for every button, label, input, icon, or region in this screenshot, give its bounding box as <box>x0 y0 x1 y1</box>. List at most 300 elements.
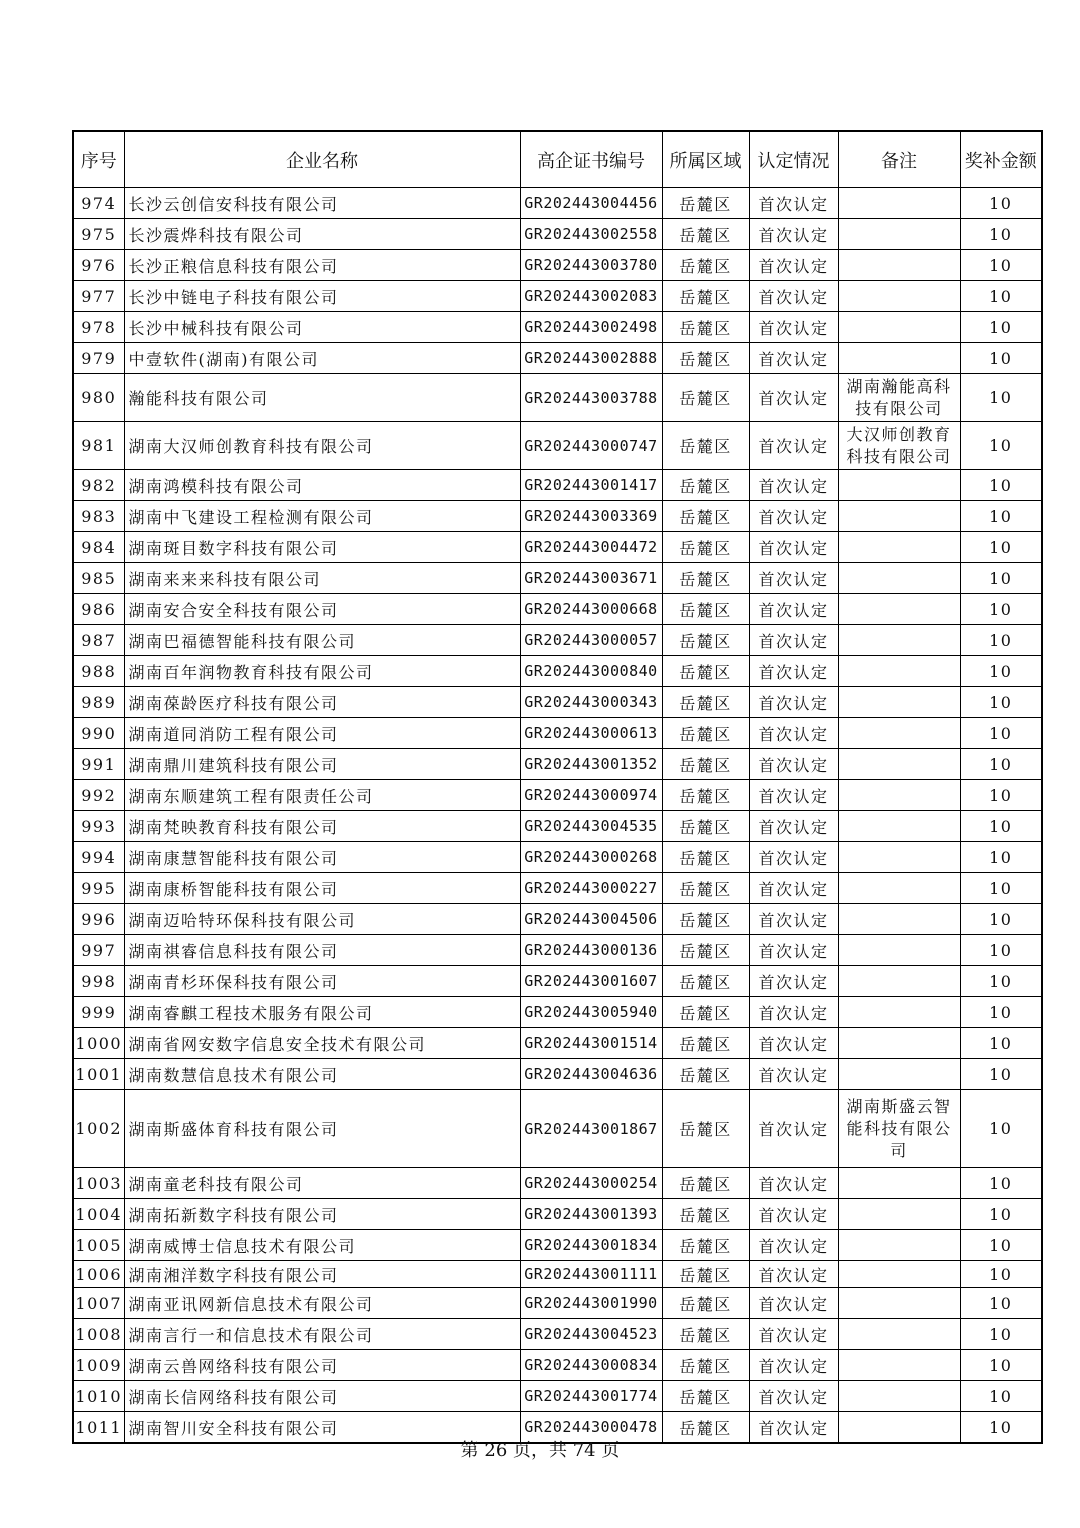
table-row <box>73 250 1042 281</box>
row-seq: 984 <box>73 532 124 563</box>
table-row <box>73 594 1042 625</box>
row-seq: 1007 <box>73 1288 124 1319</box>
row-status: 首次认定 <box>749 250 838 281</box>
row-status: 首次认定 <box>749 656 838 687</box>
table-row <box>73 842 1042 873</box>
row-certificate-no: GR202443001834 <box>520 1230 662 1261</box>
row-certificate-no: GR202443001867 <box>520 1090 662 1168</box>
row-note <box>838 687 960 718</box>
row-note <box>838 1261 960 1288</box>
table-row <box>73 532 1042 563</box>
row-company-name: 湖南康慧智能科技有限公司 <box>124 842 520 873</box>
row-status: 首次认定 <box>749 501 838 532</box>
row-amount: 10 <box>960 687 1042 718</box>
row-seq: 980 <box>73 374 124 422</box>
row-certificate-no: GR202443000974 <box>520 780 662 811</box>
row-note <box>838 1168 960 1199</box>
table-row <box>73 470 1042 501</box>
row-note <box>838 188 960 219</box>
row-seq: 978 <box>73 312 124 343</box>
row-status: 首次认定 <box>749 188 838 219</box>
row-amount: 10 <box>960 501 1042 532</box>
row-amount: 10 <box>960 1288 1042 1319</box>
row-seq: 976 <box>73 250 124 281</box>
row-amount: 10 <box>960 811 1042 842</box>
table-row <box>73 1168 1042 1199</box>
row-company-name: 湖南迈哈特环保科技有限公司 <box>124 904 520 935</box>
row-region: 岳麓区 <box>662 1090 749 1168</box>
row-certificate-no: GR202443004506 <box>520 904 662 935</box>
row-seq: 1003 <box>73 1168 124 1199</box>
row-note <box>838 656 960 687</box>
row-seq: 985 <box>73 563 124 594</box>
row-seq: 1001 <box>73 1059 124 1090</box>
row-company-name: 湖南亚讯网新信息技术有限公司 <box>124 1288 520 1319</box>
row-seq: 981 <box>73 422 124 470</box>
row-note <box>838 1288 960 1319</box>
row-amount: 10 <box>960 1059 1042 1090</box>
row-amount: 10 <box>960 625 1042 656</box>
header-row <box>73 131 1042 188</box>
row-amount: 10 <box>960 842 1042 873</box>
row-seq: 1011 <box>73 1412 124 1444</box>
header-note: 备注 <box>838 131 960 188</box>
table-row <box>73 563 1042 594</box>
table-row <box>73 656 1042 687</box>
table-row <box>73 1028 1042 1059</box>
row-status: 首次认定 <box>749 1412 838 1444</box>
row-seq: 988 <box>73 656 124 687</box>
row-certificate-no: GR202443001774 <box>520 1381 662 1412</box>
row-status: 首次认定 <box>749 997 838 1028</box>
row-seq: 1010 <box>73 1381 124 1412</box>
table-row <box>73 343 1042 374</box>
row-seq: 1006 <box>73 1261 124 1288</box>
row-region: 岳麓区 <box>662 935 749 966</box>
row-note <box>838 1028 960 1059</box>
row-status: 首次认定 <box>749 1090 838 1168</box>
row-certificate-no: GR202443000747 <box>520 422 662 470</box>
row-region: 岳麓区 <box>662 343 749 374</box>
table-row <box>73 219 1042 250</box>
row-certificate-no: GR202443004523 <box>520 1319 662 1350</box>
row-certificate-no: GR202443000136 <box>520 935 662 966</box>
row-company-name: 湖南斯盛体育科技有限公司 <box>124 1090 520 1168</box>
row-region: 岳麓区 <box>662 1412 749 1444</box>
row-status: 首次认定 <box>749 1319 838 1350</box>
row-region: 岳麓区 <box>662 625 749 656</box>
table-body <box>73 188 1042 1444</box>
table-row <box>73 188 1042 219</box>
row-company-name: 湖南威博士信息技术有限公司 <box>124 1230 520 1261</box>
row-company-name: 湖南巴福德智能科技有限公司 <box>124 625 520 656</box>
row-certificate-no: GR202443000268 <box>520 842 662 873</box>
row-seq: 996 <box>73 904 124 935</box>
row-seq: 991 <box>73 749 124 780</box>
row-certificate-no: GR202443000613 <box>520 718 662 749</box>
row-region: 岳麓区 <box>662 470 749 501</box>
table-row <box>73 374 1042 422</box>
row-note <box>838 532 960 563</box>
row-note <box>838 1199 960 1230</box>
header-status: 认定情况 <box>749 131 838 188</box>
row-region: 岳麓区 <box>662 904 749 935</box>
enterprise-table <box>72 130 1043 1444</box>
row-amount: 10 <box>960 1319 1042 1350</box>
row-status: 首次认定 <box>749 811 838 842</box>
row-status: 首次认定 <box>749 1381 838 1412</box>
row-company-name: 湖南斑目数字科技有限公司 <box>124 532 520 563</box>
row-status: 首次认定 <box>749 1028 838 1059</box>
row-certificate-no: GR202443001607 <box>520 966 662 997</box>
row-certificate-no: GR202443004456 <box>520 188 662 219</box>
row-amount: 10 <box>960 563 1042 594</box>
row-region: 岳麓区 <box>662 966 749 997</box>
row-region: 岳麓区 <box>662 1261 749 1288</box>
row-certificate-no: GR202443001393 <box>520 1199 662 1230</box>
row-company-name: 湖南青杉环保科技有限公司 <box>124 966 520 997</box>
row-status: 首次认定 <box>749 687 838 718</box>
row-amount: 10 <box>960 470 1042 501</box>
row-region: 岳麓区 <box>662 842 749 873</box>
row-company-name: 湖南童老科技有限公司 <box>124 1168 520 1199</box>
row-company-name: 湖南鸿模科技有限公司 <box>124 470 520 501</box>
row-amount: 10 <box>960 1261 1042 1288</box>
row-amount: 10 <box>960 904 1042 935</box>
row-region: 岳麓区 <box>662 1381 749 1412</box>
row-status: 首次认定 <box>749 422 838 470</box>
table-row <box>73 1090 1042 1168</box>
row-note <box>838 219 960 250</box>
row-company-name: 中壹软件(湖南)有限公司 <box>124 343 520 374</box>
table-row <box>73 281 1042 312</box>
row-status: 首次认定 <box>749 1350 838 1381</box>
row-status: 首次认定 <box>749 625 838 656</box>
row-note <box>838 718 960 749</box>
table-row <box>73 1199 1042 1230</box>
row-region: 岳麓区 <box>662 312 749 343</box>
row-seq: 982 <box>73 470 124 501</box>
row-amount: 10 <box>960 873 1042 904</box>
row-status: 首次认定 <box>749 312 838 343</box>
row-region: 岳麓区 <box>662 188 749 219</box>
row-status: 首次认定 <box>749 718 838 749</box>
row-seq: 983 <box>73 501 124 532</box>
row-company-name: 湖南大汉师创教育科技有限公司 <box>124 422 520 470</box>
table-row <box>73 687 1042 718</box>
row-note <box>838 470 960 501</box>
row-company-name: 长沙中链电子科技有限公司 <box>124 281 520 312</box>
table-row <box>73 718 1042 749</box>
row-amount: 10 <box>960 1381 1042 1412</box>
row-region: 岳麓区 <box>662 780 749 811</box>
table-row <box>73 966 1042 997</box>
row-amount: 10 <box>960 1168 1042 1199</box>
row-certificate-no: GR202443003369 <box>520 501 662 532</box>
row-note <box>838 1319 960 1350</box>
row-seq: 999 <box>73 997 124 1028</box>
row-certificate-no: GR202443001514 <box>520 1028 662 1059</box>
row-seq: 977 <box>73 281 124 312</box>
row-amount: 10 <box>960 1090 1042 1168</box>
table-row <box>73 780 1042 811</box>
row-status: 首次认定 <box>749 470 838 501</box>
row-region: 岳麓区 <box>662 1288 749 1319</box>
row-amount: 10 <box>960 250 1042 281</box>
row-seq: 987 <box>73 625 124 656</box>
row-region: 岳麓区 <box>662 997 749 1028</box>
row-note: 湖南瀚能高科技有限公司 <box>838 374 960 422</box>
row-company-name: 湖南长信网络科技有限公司 <box>124 1381 520 1412</box>
row-amount: 10 <box>960 1199 1042 1230</box>
row-company-name: 长沙正粮信息科技有限公司 <box>124 250 520 281</box>
row-certificate-no: GR202443004636 <box>520 1059 662 1090</box>
row-amount: 10 <box>960 219 1042 250</box>
header-region: 所属区域 <box>662 131 749 188</box>
row-certificate-no: GR202443005940 <box>520 997 662 1028</box>
row-amount: 10 <box>960 1230 1042 1261</box>
table-row <box>73 811 1042 842</box>
table-row <box>73 873 1042 904</box>
row-status: 首次认定 <box>749 343 838 374</box>
row-company-name: 湖南拓新数字科技有限公司 <box>124 1199 520 1230</box>
row-seq: 997 <box>73 935 124 966</box>
row-certificate-no: GR202443004472 <box>520 532 662 563</box>
table-row <box>73 935 1042 966</box>
row-note <box>838 594 960 625</box>
row-certificate-no: GR202443002083 <box>520 281 662 312</box>
table-row <box>73 1059 1042 1090</box>
row-status: 首次认定 <box>749 563 838 594</box>
row-region: 岳麓区 <box>662 718 749 749</box>
table-row <box>73 625 1042 656</box>
row-status: 首次认定 <box>749 935 838 966</box>
row-company-name: 湖南来来来科技有限公司 <box>124 563 520 594</box>
row-seq: 998 <box>73 966 124 997</box>
row-status: 首次认定 <box>749 281 838 312</box>
row-company-name: 长沙中械科技有限公司 <box>124 312 520 343</box>
row-note: 大汉师创教育科技有限公司 <box>838 422 960 470</box>
header-amount: 奖补金额 <box>960 131 1042 188</box>
row-amount: 10 <box>960 1028 1042 1059</box>
row-note <box>838 842 960 873</box>
row-amount: 10 <box>960 281 1042 312</box>
row-company-name: 长沙云创信安科技有限公司 <box>124 188 520 219</box>
row-company-name: 湖南葆龄医疗科技有限公司 <box>124 687 520 718</box>
row-region: 岳麓区 <box>662 1028 749 1059</box>
row-amount: 10 <box>960 966 1042 997</box>
row-status: 首次认定 <box>749 1288 838 1319</box>
row-certificate-no: GR202443001990 <box>520 1288 662 1319</box>
row-region: 岳麓区 <box>662 873 749 904</box>
row-company-name: 湖南云兽网络科技有限公司 <box>124 1350 520 1381</box>
row-status: 首次认定 <box>749 873 838 904</box>
row-note <box>838 501 960 532</box>
row-certificate-no: GR202443001111 <box>520 1261 662 1288</box>
row-company-name: 湖南鼎川建筑科技有限公司 <box>124 749 520 780</box>
row-note <box>838 1381 960 1412</box>
row-company-name: 湖南康桥智能科技有限公司 <box>124 873 520 904</box>
row-note: 湖南斯盛云智能科技有限公司 <box>838 1090 960 1168</box>
row-status: 首次认定 <box>749 1230 838 1261</box>
row-seq: 1005 <box>73 1230 124 1261</box>
row-certificate-no: GR202443003780 <box>520 250 662 281</box>
table-row <box>73 1261 1042 1288</box>
row-seq: 994 <box>73 842 124 873</box>
row-seq: 992 <box>73 780 124 811</box>
row-company-name: 长沙震烨科技有限公司 <box>124 219 520 250</box>
table-row <box>73 1350 1042 1381</box>
row-seq: 995 <box>73 873 124 904</box>
row-certificate-no: GR202443000057 <box>520 625 662 656</box>
row-company-name: 湖南睿麒工程技术服务有限公司 <box>124 997 520 1028</box>
row-region: 岳麓区 <box>662 1319 749 1350</box>
row-certificate-no: GR202443003671 <box>520 563 662 594</box>
row-amount: 10 <box>960 188 1042 219</box>
row-company-name: 湖南安合安全科技有限公司 <box>124 594 520 625</box>
row-seq: 1000 <box>73 1028 124 1059</box>
table-row <box>73 1288 1042 1319</box>
row-note <box>838 997 960 1028</box>
row-certificate-no: GR202443000840 <box>520 656 662 687</box>
row-amount: 10 <box>960 718 1042 749</box>
header-certificate-no: 高企证书编号 <box>520 131 662 188</box>
row-note <box>838 281 960 312</box>
row-seq: 989 <box>73 687 124 718</box>
row-status: 首次认定 <box>749 532 838 563</box>
row-certificate-no: GR202443004535 <box>520 811 662 842</box>
row-status: 首次认定 <box>749 1199 838 1230</box>
row-amount: 10 <box>960 343 1042 374</box>
row-region: 岳麓区 <box>662 1230 749 1261</box>
row-certificate-no: GR202443000343 <box>520 687 662 718</box>
row-note <box>838 873 960 904</box>
row-certificate-no: GR202443002888 <box>520 343 662 374</box>
row-region: 岳麓区 <box>662 749 749 780</box>
row-note <box>838 811 960 842</box>
table-row <box>73 904 1042 935</box>
row-amount: 10 <box>960 997 1042 1028</box>
row-note <box>838 625 960 656</box>
page-footer: 第 26 页，共 74 页 <box>460 1440 620 1461</box>
row-status: 首次认定 <box>749 1168 838 1199</box>
row-note <box>838 312 960 343</box>
row-note <box>838 749 960 780</box>
row-region: 岳麓区 <box>662 422 749 470</box>
row-region: 岳麓区 <box>662 374 749 422</box>
table-row <box>73 422 1042 470</box>
row-region: 岳麓区 <box>662 501 749 532</box>
row-amount: 10 <box>960 532 1042 563</box>
row-seq: 986 <box>73 594 124 625</box>
row-note <box>838 1059 960 1090</box>
row-amount: 10 <box>960 422 1042 470</box>
row-amount: 10 <box>960 1350 1042 1381</box>
row-certificate-no: GR202443000834 <box>520 1350 662 1381</box>
row-certificate-no: GR202443002558 <box>520 219 662 250</box>
row-region: 岳麓区 <box>662 1350 749 1381</box>
row-company-name: 湖南东顺建筑工程有限责任公司 <box>124 780 520 811</box>
row-status: 首次认定 <box>749 966 838 997</box>
row-seq: 993 <box>73 811 124 842</box>
row-certificate-no: GR202443002498 <box>520 312 662 343</box>
row-seq: 1002 <box>73 1090 124 1168</box>
table-header <box>73 131 1042 188</box>
header-company-name: 企业名称 <box>124 131 520 188</box>
row-amount: 10 <box>960 1412 1042 1444</box>
table-row <box>73 997 1042 1028</box>
row-note <box>838 1230 960 1261</box>
row-company-name: 湖南数慧信息技术有限公司 <box>124 1059 520 1090</box>
row-region: 岳麓区 <box>662 1199 749 1230</box>
row-region: 岳麓区 <box>662 563 749 594</box>
row-note <box>838 780 960 811</box>
row-company-name: 瀚能科技有限公司 <box>124 374 520 422</box>
row-status: 首次认定 <box>749 594 838 625</box>
row-note <box>838 904 960 935</box>
row-region: 岳麓区 <box>662 532 749 563</box>
row-status: 首次认定 <box>749 374 838 422</box>
row-seq: 1008 <box>73 1319 124 1350</box>
row-company-name: 湖南百年润物教育科技有限公司 <box>124 656 520 687</box>
row-note <box>838 250 960 281</box>
row-status: 首次认定 <box>749 904 838 935</box>
row-company-name: 湖南智川安全科技有限公司 <box>124 1412 520 1444</box>
row-amount: 10 <box>960 780 1042 811</box>
table-row <box>73 1230 1042 1261</box>
row-seq: 1004 <box>73 1199 124 1230</box>
row-company-name: 湖南中飞建设工程检测有限公司 <box>124 501 520 532</box>
row-status: 首次认定 <box>749 749 838 780</box>
row-region: 岳麓区 <box>662 1168 749 1199</box>
row-amount: 10 <box>960 312 1042 343</box>
row-seq: 979 <box>73 343 124 374</box>
row-company-name: 湖南湘洋数字科技有限公司 <box>124 1261 520 1288</box>
row-certificate-no: GR202443000227 <box>520 873 662 904</box>
table-row <box>73 749 1042 780</box>
row-note <box>838 1350 960 1381</box>
row-certificate-no: GR202443003788 <box>520 374 662 422</box>
row-amount: 10 <box>960 656 1042 687</box>
row-region: 岳麓区 <box>662 1059 749 1090</box>
row-seq: 974 <box>73 188 124 219</box>
row-amount: 10 <box>960 374 1042 422</box>
row-amount: 10 <box>960 935 1042 966</box>
row-seq: 1009 <box>73 1350 124 1381</box>
row-company-name: 湖南省网安数字信息安全技术有限公司 <box>124 1028 520 1059</box>
row-certificate-no: GR202443000254 <box>520 1168 662 1199</box>
row-status: 首次认定 <box>749 780 838 811</box>
row-status: 首次认定 <box>749 1261 838 1288</box>
row-seq: 975 <box>73 219 124 250</box>
table-row <box>73 501 1042 532</box>
row-region: 岳麓区 <box>662 687 749 718</box>
row-region: 岳麓区 <box>662 594 749 625</box>
row-company-name: 湖南道同消防工程有限公司 <box>124 718 520 749</box>
table-row <box>73 1319 1042 1350</box>
row-company-name: 湖南梵映教育科技有限公司 <box>124 811 520 842</box>
row-status: 首次认定 <box>749 219 838 250</box>
row-note <box>838 563 960 594</box>
row-region: 岳麓区 <box>662 250 749 281</box>
row-region: 岳麓区 <box>662 219 749 250</box>
row-amount: 10 <box>960 749 1042 780</box>
row-certificate-no: GR202443000668 <box>520 594 662 625</box>
header-seq: 序号 <box>73 131 124 188</box>
row-company-name: 湖南言行一和信息技术有限公司 <box>124 1319 520 1350</box>
row-region: 岳麓区 <box>662 811 749 842</box>
row-region: 岳麓区 <box>662 281 749 312</box>
